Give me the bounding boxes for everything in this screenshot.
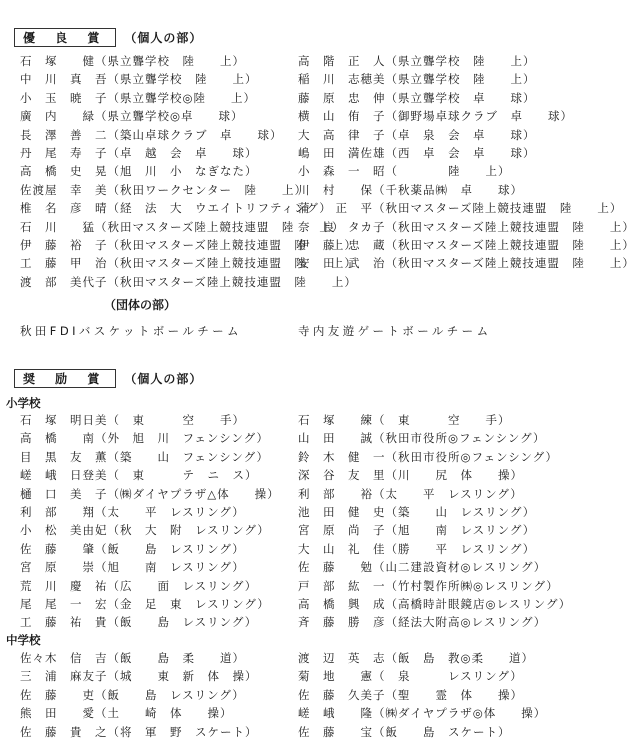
elementary-right-column [298, 411, 572, 632]
awardee-row: 高 橋 興 成（高橋時計眼鏡店◎レスリング） [298, 596, 572, 611]
awardee-row: 工 藤 祐 貴（飯 島 レスリング） [20, 615, 258, 630]
awardee-row: 中 川 真 吾（県立聾学校 陸 上） [20, 72, 258, 87]
awardee-row: 熊 田 愛（土 崎 体 操） [20, 706, 233, 721]
awardee-row: 川 村 保（千秋薬品㈱ 卓 球） [298, 182, 523, 197]
awardee-row: 目 黒 友 薫（築 山 フェンシング） [20, 449, 269, 464]
excellence-header [14, 27, 202, 47]
awardee-row: 樋 口 美 子（㈱ダイヤプラザ△体 操） [20, 486, 280, 501]
awardee-row: 佐渡屋 幸 美（秋田ワークセンター 陸 上） [20, 182, 308, 197]
awardee-row: 大 山 礼 佳（勝 平 レスリング） [298, 541, 536, 556]
awardee-row: 三 浦 麻友子（城 東 新 体 操） [20, 669, 258, 684]
encouragement-title: 奨 励 賞 [14, 369, 116, 388]
awardee-row: 小 森 一 昭（ 陸 上） [298, 164, 511, 179]
awardee-row: 佐 藤 貴 之（将 軍 野 スケート） [20, 724, 258, 739]
awardee-row: 伊 藤 忠 蔵（秋田マスターズ陸上競技連盟 陸 上） [298, 237, 635, 252]
awardee-row: 佐 藤 宝（飯 島 スケート） [298, 724, 511, 739]
awardee-row: 利 部 翔（太 平 レスリング） [20, 504, 245, 519]
junior-left-column [20, 649, 270, 741]
awardee-row: 宮 原 崇（旭 南 レスリング） [20, 560, 245, 575]
excellence-group-title: （団体の部） [104, 298, 177, 312]
awardee-row: 小 玉 暁 子（県立聾学校◎陸 上） [20, 90, 257, 105]
junior-label: 中学校 [6, 633, 41, 647]
awardee-row: 奈 良 タカ子（秋田マスターズ陸上競技連盟 陸 上） [298, 219, 635, 234]
awardee-row: 高 階 正 人（県立聾学校 陸 上） [298, 54, 536, 68]
awardee-row: 藤 原 忠 伸（県立聾学校 卓 球） [298, 90, 536, 105]
awardee-row: 高 橋 南（外 旭 川 フェンシング） [20, 431, 269, 446]
excellence-subtitle: （個人の部） [124, 30, 203, 45]
awardee-row: 池 田 健 史（築 山 レスリング） [298, 504, 536, 519]
awardee-row: 椎 名 彦 晴（経 法 大 ウエイトリフティング） [20, 201, 332, 216]
awardee-row: 渡 辺 英 志（飯 島 教◎柔 道） [298, 651, 535, 665]
awardee-row: 石 塚 明日美（ 東 空 手） [20, 413, 245, 427]
awardee-row: 佐々木 信 吉（飯 島 柔 道） [20, 651, 245, 665]
awardee-row: 伊 藤 裕 子（秋田マスターズ陸上競技連盟 陸 上） [20, 237, 357, 252]
awardee-row: 石 塚 練（ 東 空 手） [298, 413, 511, 427]
group-winner-left: 秋田FDIバスケットボールチーム [20, 324, 242, 338]
junior-right-column [298, 649, 548, 741]
awardee-row: 深 谷 友 里（川 尻 体 操） [298, 468, 523, 483]
elementary-label: 小学校 [6, 396, 41, 410]
elementary-left-column [20, 411, 280, 632]
awardee-row: 佐 藤 吏（飯 島 レスリング） [20, 687, 245, 702]
encouragement-subtitle: （個人の部） [124, 371, 203, 386]
awardee-row: 佐 藤 勉（山二建設資材◎レスリング） [298, 560, 547, 575]
awardee-row: 鈴 木 健 一（秋田市役所◎フェンシング） [298, 449, 558, 464]
awardee-row: 斉 藤 勝 彦（経法大附高◎レスリング） [298, 615, 547, 630]
awardee-row: 利 部 裕（太 平 レスリング） [298, 486, 523, 501]
awardee-row: 佐 藤 久美子（聖 霊 体 操） [298, 687, 523, 702]
awardee-row: 大 高 律 子（卓 泉 会 卓 球） [298, 127, 536, 142]
awardee-row: 丹 尾 寿 子（卓 越 会 卓 球） [20, 145, 258, 160]
awardee-row: 長 澤 善 二（築山卓球クラブ 卓 球） [20, 127, 283, 142]
awardee-row: 石 塚 健（県立聾学校 陸 上） [20, 54, 245, 68]
awardee-row: 小 松 美由妃（秋 大 附 レスリング） [20, 523, 270, 538]
awardee-row: 宮 原 尚 子（旭 南 レスリング） [298, 523, 536, 538]
excellence-title: 優 良 賞 [14, 28, 116, 47]
excellence-right-column [298, 52, 635, 273]
group-winner-right: 寺内友遊ゲートボールチーム [298, 324, 492, 338]
awardee-row: 工 藤 甲 治（秋田マスターズ陸上競技連盟 陸 上） [20, 256, 357, 271]
awardee-row: 佐 藤 肇（飯 島 レスリング） [20, 541, 245, 556]
awardee-row: 戸 部 紘 一（竹村製作所㈱◎レスリング） [298, 578, 559, 593]
awardee-row: 蒲 正 平（秋田マスターズ陸上競技連盟 陸 上） [298, 201, 623, 216]
awardee-row: 山 田 誠（秋田市役所◎フェンシング） [298, 431, 546, 446]
awardee-row: 荒 川 慶 祐（広 面 レスリング） [20, 578, 258, 593]
awardee-row: 菊 地 憲（ 泉 レスリング） [298, 669, 523, 684]
awardee-row: 尾 尾 一 宏（金 足 東 レスリング） [20, 596, 270, 611]
awardee-row: 横 山 侑 子（御野場卓球クラブ 卓 球） [298, 109, 573, 124]
awardee-row: 廣 内 緑（県立聾学校◎卓 球） [20, 109, 244, 124]
awardee-row: 石 川 猛（秋田マスターズ陸上競技連盟 陸 上） [20, 219, 345, 234]
awardee-row: 安 田 武 治（秋田マスターズ陸上競技連盟 陸 上） [298, 256, 635, 271]
excellence-left-column [20, 52, 357, 291]
awardee-row: 嶋 田 満佐雄（西 卓 会 卓 球） [298, 145, 536, 160]
awardee-row: 高 橋 史 晃（旭 川 小 なぎなた） [20, 164, 258, 179]
awardee-row: 嵯 峨 隆（㈱ダイヤプラザ◎体 操） [298, 706, 547, 721]
awardee-row: 稲 川 志穂美（県立聾学校 陸 上） [298, 72, 536, 87]
encouragement-header [14, 368, 202, 388]
awardee-row: 渡 部 美代子（秋田マスターズ陸上競技連盟 陸 上） [20, 274, 357, 289]
awardee-row: 嵯 峨 日登美（ 東 テ ニ ス） [20, 468, 258, 483]
